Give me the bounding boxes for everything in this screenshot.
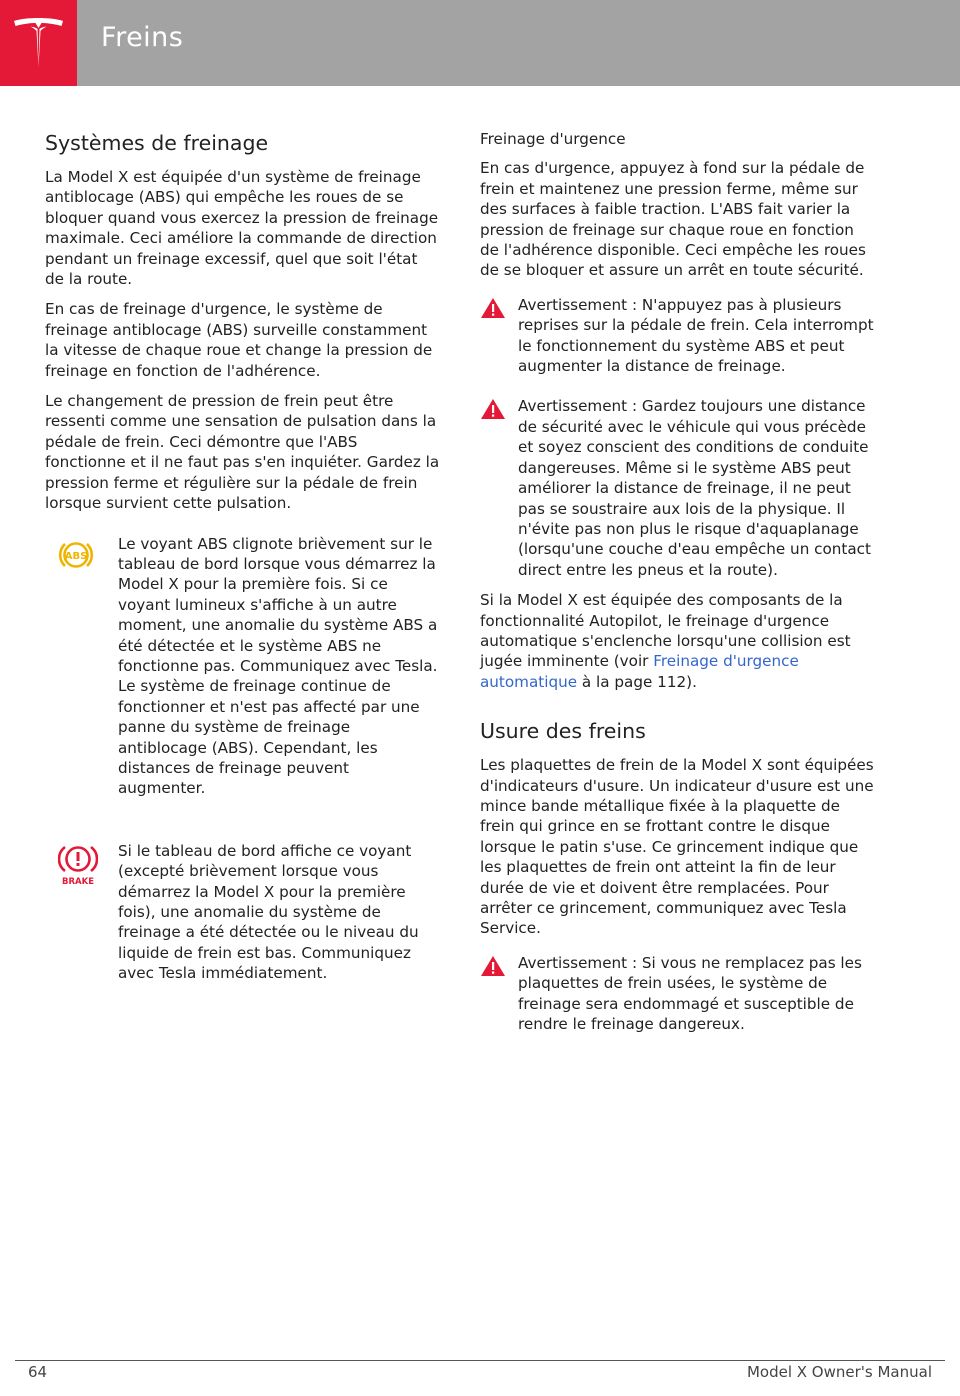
brake-note-text: Si le tableau de bord affiche ce voyant (excepté brièvement lorsque vous démarrez la Model X pour la première fois), une anomalie du système de freinage a été détectée ou le niveau du liquide de frein est bas. Communiquez avec Tesla immédiatement. xyxy=(118,841,419,983)
tesla-logo xyxy=(0,0,77,86)
left-column xyxy=(45,128,440,984)
footer-divider xyxy=(15,1360,945,1361)
paragraph: Le changement de pression de frein peut être ressenti comme une sensation de pulsation dans la pédale de frein. Ceci démontre que l'ABS fonctionne et il ne faut pas s'en inquiéter. Gardez la pression ferme et régulière sur la pédale de frein lorsque survient cette pulsation. xyxy=(45,392,440,513)
subheading-emergency-braking: Freinage d'urgence xyxy=(480,130,626,148)
paragraph: La Model X est équipée d'un système de freinage antiblocage (ABS) qui empêche les roues de se bloquer quand vous exercez la pression de freinage maximale. Ceci améliore la commande de direction pendant un freinage excessif, quel que soit l'état de la route. xyxy=(45,168,439,289)
warning-text: Avertissement : Si vous ne remplacez pas les plaquettes de frein usées, le système de freinage sera endommagé et susceptible de rendre le freinage dangereux. xyxy=(518,953,862,1034)
warning-block xyxy=(480,953,875,1035)
page-header xyxy=(0,0,960,86)
brake-warning-light-icon xyxy=(58,844,98,892)
warning-text: Avertissement : N'appuyez pas à plusieurs reprises sur la pédale de frein. Cela interrompt le fonctionnement du système ABS et peut augmenter la distance de freinage. xyxy=(518,295,874,376)
warning-triangle-icon xyxy=(480,955,506,981)
warning-block xyxy=(480,295,875,377)
abs-indicator-note xyxy=(45,534,440,799)
warning-block xyxy=(480,396,875,580)
abs-warning-light-icon xyxy=(58,537,94,577)
manual-name: Model X Owner's Manual xyxy=(746,1363,932,1381)
link-automatic-emergency-braking[interactable]: Freinage d'urgence automatique xyxy=(480,652,799,691)
abs-note-text: Le voyant ABS clignote brièvement sur le tableau de bord lorsque vous démarrez la Model X pour la première fois. Si ce voyant lumineux s'affiche à un autre moment, une anomalie du système ABS a été détectée et le système ABS ne fonctionne pas. Communiquez avec Tesla. Le système de freinage continue de fonctionner et n'est pas affecté par une panne du système de freinage antiblocage (ABS). Cependant, les distances de freinage peuvent augmenter. xyxy=(118,534,438,798)
page-number: 64 xyxy=(28,1363,48,1381)
paragraph: Les plaquettes de frein de la Model X sont équipées d'indicateurs d'usure. Un indicateur d'usure est une mince bande métallique fixée à la plaquette de frein qui grince en se frottant contre le disque lorsque le patin s'use. Ce grincement indique que les plaquettes de frein ont atteint la fin de leur durée de vie et doivent être remplacées. Pour arrêter ce grincement, communiquez avec Tesla Service. xyxy=(480,756,874,938)
svg-text:BRAKE: BRAKE xyxy=(62,876,94,887)
tesla-logo-icon xyxy=(13,17,64,69)
paragraph: En cas d'urgence, appuyez à fond sur la pédale de frein et maintenez une pression ferme, même sur des surfaces à faible traction. L'ABS fait varier la pression de freinage sur chaque roue en fonction de l'adhérence disponible. Ceci empêche les roues de se bloquer et assure un arrêt en toute sécurité. xyxy=(480,159,866,280)
warning-triangle-icon xyxy=(480,398,506,424)
warning-triangle-icon xyxy=(480,297,506,323)
svg-text:ABS: ABS xyxy=(64,550,88,562)
right-column xyxy=(480,129,875,1044)
brake-indicator-note xyxy=(45,841,440,984)
section-heading-braking-systems: Systèmes de freinage xyxy=(45,131,269,155)
page-title: Freins xyxy=(101,22,184,53)
section-heading-brake-wear: Usure des freins xyxy=(480,719,646,744)
paragraph-autopilot: Si la Model X est équipée des composants de la fonctionnalité Autopilot, le freinage d'urgence automatique s'enclenche lorsqu'une collision est jugée imminente (voir Freinage d'urgence automatique à la page 112). xyxy=(480,591,851,691)
warning-text: Avertissement : Gardez toujours une distance de sécurité avec le véhicule qui vous précède et soyez conscient des conditions de conduite dangereuses. Même si le système ABS peut améliorer la distance de freinage, il ne peut pas se soustraire aux lois de la physique. Il n'évite pas non plus le risque d'aquaplanage (lorsqu'une couche d'eau empêche un contact direct entre les pneus et la route). xyxy=(518,397,871,579)
paragraph: En cas de freinage d'urgence, le système de freinage antiblocage (ABS) surveille constamment la vitesse de chaque roue et change la pression de freinage en fonction de l'adhérence. xyxy=(45,300,433,380)
